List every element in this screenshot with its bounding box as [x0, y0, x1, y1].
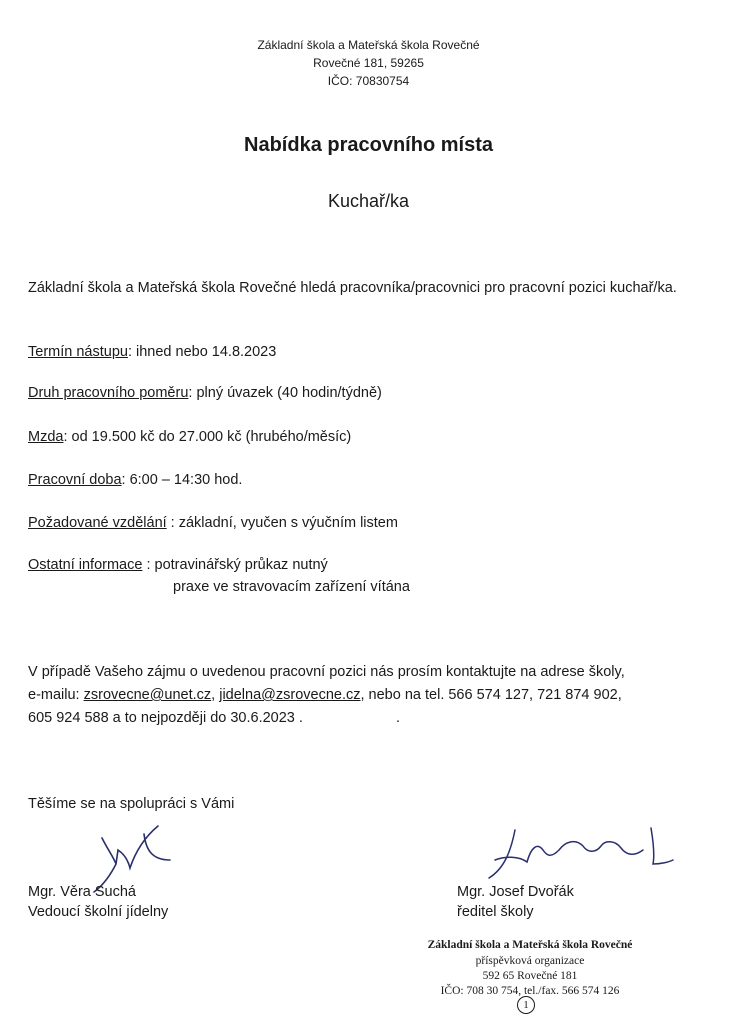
school-address: Rovečné 181, 59265: [313, 56, 424, 70]
contact-line-3-tail: .: [396, 710, 401, 726]
field-salary: Mzda: od 19.500 kč do 27.000 kč (hrubého/měsíc): [28, 429, 352, 445]
field-hours: Pracovní doba: 6:00 – 14:30 hod.: [28, 472, 243, 488]
signatory-right-name: Mgr. Josef Dvořák: [457, 884, 574, 900]
field-contract-label: Druh pracovního poměru: [28, 385, 189, 401]
field-education-value: základní, vyučen s výučním listem: [174, 515, 398, 531]
email-link-school[interactable]: zsrovecne@unet.cz: [83, 687, 212, 703]
stamp-line-3: 592 65 Rovečné 181: [482, 970, 578, 982]
field-other-value-2: praxe ve stravovacím zařízení vítána: [173, 579, 410, 595]
field-start-label: Termín nástupu: [28, 344, 128, 360]
signatory-right-role: ředitel školy: [457, 904, 534, 920]
stamp-line-1: Základní škola a Mateřská škola Rovečné: [427, 939, 633, 951]
signatory-left-name: Mgr. Věra Suchá: [28, 884, 136, 900]
email-link-canteen[interactable]: jidelna@zsrovecne.cz: [219, 687, 361, 703]
stamp-circle-mark: 1: [517, 996, 535, 1014]
intro-paragraph: Základní škola a Mateřská škola Rovečné hledá pracovníka/pracovnici pro pracovní pozici kuchař/ka.: [28, 280, 677, 296]
field-other-value: potravinářský průkaz nutný: [150, 557, 328, 573]
signatory-left-role: Vedoucí školní jídelny: [28, 904, 169, 920]
field-education-label: Požadované vzdělání: [28, 515, 167, 531]
position-title: Kuchař/ka: [327, 191, 410, 211]
field-hours-label: Pracovní doba: [28, 472, 122, 488]
contact-line-1: V případě Vašeho zájmu o uvedenou pracovní pozici nás prosím kontaktujte na adrese školy,: [28, 664, 625, 680]
school-name-header: Základní škola a Mateřská škola Rovečné: [257, 38, 480, 52]
stamp-line-4: IČO: 708 30 754, tel./fax. 566 574 126: [440, 985, 620, 997]
school-ico: IČO: 70830754: [327, 74, 410, 88]
field-contract-value: plný úvazek (40 hodin/týdně): [192, 385, 382, 401]
field-other: Ostatní informace : potravinářský průkaz nutný: [28, 557, 328, 573]
closing-line: Těšíme se na spolupráci s Vámi: [28, 796, 235, 812]
stamp-line-2: příspěvková organizace: [475, 955, 585, 967]
field-hours-value: 6:00 – 14:30 hod.: [125, 472, 243, 488]
page-title: Nabídka pracovního místa: [244, 134, 493, 156]
field-start-value: ihned nebo 14.8.2023: [131, 344, 277, 360]
field-contract: Druh pracovního poměru: plný úvazek (40 hodin/týdně): [28, 385, 382, 401]
contact-line-2: e-mailu: zsrovecne@unet.cz, jidelna@zsrovecne.cz, nebo na tel. 566 574 127, 721 874 902,: [28, 687, 622, 703]
field-start: Termín nástupu: ihned nebo 14.8.2023: [28, 344, 277, 360]
field-education: Požadované vzdělání : základní, vyučen s výučním listem: [28, 515, 398, 531]
signature-right: [475, 820, 675, 890]
field-other-label: Ostatní informace: [28, 557, 143, 573]
contact-line-3: 605 924 588 a to nejpozději do 30.6.2023 .: [28, 710, 303, 726]
field-salary-label: Mzda: [28, 429, 64, 445]
field-salary-value: od 19.500 kč do 27.000 kč (hrubého/měsíc): [67, 429, 352, 445]
